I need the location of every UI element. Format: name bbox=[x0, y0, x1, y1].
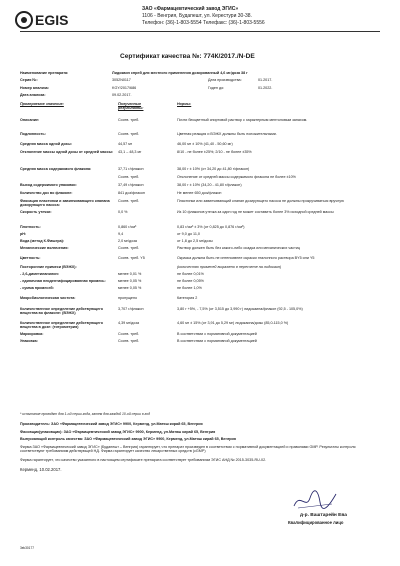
egis-logo bbox=[15, 9, 73, 31]
row-parameter: - единичная неидентифицированная примесь: bbox=[20, 279, 106, 283]
row-result: менее 0,05 % bbox=[118, 279, 142, 283]
row-result: менее 0,05 % bbox=[118, 286, 142, 290]
info-value: KGY/2017/686 bbox=[112, 86, 137, 90]
row-parameter: Описание: bbox=[20, 118, 40, 122]
row-result: Соотв. треб. bbox=[118, 132, 140, 136]
statement: Выпускающий контроль качества: ЗАО «Фармацевтический завод ЭГИС» 9900, Керменд, ул.Матяш кирай 65, Венгрия bbox=[20, 437, 236, 441]
statement: Фасовщик(упаковщик): ЗАО «Фармацевтический завод ЭГИС» 9900, Керменд, ул.Матяш кирай 65, Венгрия bbox=[20, 430, 216, 434]
row-result: менее 0,01 % bbox=[118, 272, 142, 276]
row-parameter: Средняя масса одной дозы: bbox=[20, 142, 72, 146]
row-result: Соотв. треб. Y5 bbox=[118, 256, 145, 260]
row-result: Соотв. треб. bbox=[118, 246, 140, 250]
row-parameter: Микробиологическая чистота: bbox=[20, 296, 76, 300]
company-name: ЗАО «Фармацевтический завод ЭГИС» bbox=[142, 6, 239, 12]
row-result: 9,4 bbox=[118, 232, 124, 236]
row-result: пропущено bbox=[118, 296, 138, 300]
row-norm: от 9,0 до 11,0 bbox=[177, 232, 200, 236]
row-parameter: Вода (метод К.Фишера): bbox=[20, 239, 65, 243]
statement: Производитель: ЗАО «Фармацевтический завод ЭГИС» 9900, Керменд, ул.Матяш кирай 65, Венгрия bbox=[20, 422, 203, 426]
row-norm: В соответствии с нормативной документацией bbox=[177, 332, 257, 336]
row-result: 37,49 г/флакон bbox=[118, 183, 144, 187]
row-norm: 3,80 г +5%, - 7,5% (от 3,515 до 3,990 г) лидокаина/флакон (92,5 - 105,0%) bbox=[177, 307, 303, 311]
row-parameter: Количественное определение действующего вещества во флаконе: (ВЭЖХ) bbox=[20, 307, 103, 316]
row-parameter: Средняя масса содержимого флакона: bbox=[20, 167, 92, 171]
row-norm: Цветная реакция и ВЭЖХ должны быть положительными. bbox=[177, 132, 277, 136]
column-header-norm: Нормы: bbox=[177, 102, 192, 106]
row-norm: Не менее 650 доз/флакон bbox=[177, 191, 222, 195]
row-parameter: Упаковка: bbox=[20, 339, 38, 343]
info-label: Наименование препарата: bbox=[20, 71, 69, 75]
row-norm: В соответствии с нормативной документацией bbox=[177, 339, 257, 343]
company-address: 1106 - Венгрия, Будапешт, ул. Керестури 30-38. bbox=[142, 13, 252, 19]
row-parameter: Маркировка: bbox=[20, 332, 44, 336]
row-result: 4,39 мг/доза bbox=[118, 321, 140, 325]
row-parameter: - 2,6-диметиланилин: bbox=[20, 272, 59, 276]
row-norm: не более 0,01% bbox=[177, 272, 204, 276]
row-norm: (количество примесей выражено в пересчете на лидокаин) bbox=[177, 265, 282, 269]
row-norm: 0,83 г/см³ ± 3% (от 0,825 до 0,876 г/см³) bbox=[177, 225, 245, 229]
row-norm: Окраска должна быть не интенсивнее окраски эталонного раствора BY5 или Y5 bbox=[177, 256, 315, 260]
row-parameter: Механические включения: bbox=[20, 246, 69, 250]
row-norm: не более 0,05% bbox=[177, 279, 204, 283]
row-result: Соотв. треб. bbox=[118, 339, 140, 343]
row-parameter: Посторонние примеси (ВЭЖХ): bbox=[20, 265, 77, 269]
row-result: Соотв. треб. bbox=[118, 175, 140, 179]
certificate-title: Сертификат качества №: 774К/2017./N-DE bbox=[120, 53, 255, 60]
row-result: 841 доз/флакон bbox=[118, 191, 145, 195]
row-parameter: Количество доз во флаконе: bbox=[20, 191, 73, 195]
row-result: 43,1 – 48,3 мг bbox=[118, 150, 142, 154]
row-norm: 4,60 мг ± 15% (от 3,91 до 5,29 мг) лидокаина/дозы (85,0-115,0 %) bbox=[177, 321, 289, 325]
signatory-name: д-р. Ваштарейн Ева bbox=[300, 513, 347, 518]
info-value: Лидокаин спрей для местного применения дозированный 4,6 мг/доза 38 г bbox=[112, 71, 248, 75]
row-norm: 38,00 г ± 10% (34,20 - 41,80 г/флакон) bbox=[177, 183, 242, 187]
row-result: 44,57 мг bbox=[118, 142, 133, 146]
row-norm: 38,00 г ± 10% (от 34,20 до 41,80 г/флакон) bbox=[177, 167, 250, 171]
row-norm: Категория 2 bbox=[177, 296, 198, 300]
info-right-label: Годен до: bbox=[208, 86, 225, 90]
row-result: Соотв. треб. bbox=[118, 199, 140, 203]
row-norm: Из 10 флаконов утечка за один год не может составить более 3% исходной средней массы bbox=[177, 210, 334, 214]
row-parameter: Плотность: bbox=[20, 225, 41, 229]
row-parameter: - сумма примесей: bbox=[20, 286, 54, 290]
statement: Фирма ЗАО «Фармацевтический завод ЭГИС» (Будапешт – Венгрия) гарантирует, что препарат произведен в соответствии с нормативной документацией и правилами GMP. Результаты контроля соответствуют требованиям действующей НД. Фирма гарантирует качество лекарственных средств (cGMP) bbox=[20, 445, 356, 454]
row-norm: 8/10 - не более ±25%; 2/10 - не более ±35% bbox=[177, 150, 252, 154]
document-code: 3ek30177 bbox=[20, 546, 35, 550]
row-result: 2,0 мг/доза bbox=[118, 239, 137, 243]
row-parameter: pH: bbox=[20, 232, 27, 236]
row-parameter: Фиксация пластинки и завинчивающего клапана дозирующего насоса: bbox=[20, 199, 110, 208]
info-value: 09.02.2017. bbox=[112, 93, 132, 97]
row-parameter: Скорость утечки: bbox=[20, 210, 52, 214]
signatory-role: Квалифицированное лицо bbox=[288, 520, 344, 525]
info-right-value: 01.2022. bbox=[258, 86, 273, 90]
info-right-label: Дата производства: bbox=[208, 78, 242, 82]
row-norm: Пластинки или завинчивающий клапан дозирующего насоса не должны прокручиваться вручную bbox=[177, 199, 344, 203]
info-right-value: 01.2017. bbox=[258, 78, 273, 82]
row-result: Соотв. треб. bbox=[118, 332, 140, 336]
row-parameter: Подлинность: bbox=[20, 132, 46, 136]
row-result: 0,860 г/см³ bbox=[118, 225, 137, 229]
info-label: Номер анализа: bbox=[20, 86, 49, 90]
row-result: 0,0 % bbox=[118, 210, 128, 214]
statement: Фирма гарантирует, что качество указанного в настоящем сертификате препарата соответствует требованиям ЭГИС АНД № 2015-3035-RU-02. bbox=[20, 458, 267, 462]
info-value: 3052N0117 bbox=[112, 78, 131, 82]
row-parameter: Выход содержимого упаковки: bbox=[20, 183, 77, 187]
row-norm: от 1,8 до 2,5 мг/дозы bbox=[177, 239, 213, 243]
row-norm: Почти бесцветный спиртовой раствор с характерным ментоловым запахом. bbox=[177, 118, 308, 122]
row-norm: Отклонение от средней массы содержимого флакона не более ±10% bbox=[177, 175, 296, 179]
company-phones: Телефон: (36)-1-803-5554 Телефакс: (36)-1-803-5556 bbox=[142, 20, 265, 26]
row-parameter: Количественное определение действующего вещества в дозе: (титрометрия) bbox=[20, 321, 103, 330]
row-result: Соотв. треб. bbox=[118, 118, 140, 122]
footnote: * испытание проводят для 1-ой серии года, затем для каждой 10-ой серии в год bbox=[20, 412, 150, 416]
row-result: 3,707 г/флакон bbox=[118, 307, 144, 311]
column-header-param: Проверяемое значение: bbox=[20, 102, 64, 106]
row-norm: не более 1,0% bbox=[177, 286, 202, 290]
column-header-result: Полученные результаты: bbox=[118, 102, 144, 111]
place-date: Керменд, 10.02.2017. bbox=[20, 467, 62, 472]
logo-text: EGIS bbox=[35, 12, 69, 28]
info-label: Серия №: bbox=[20, 78, 38, 82]
row-norm: Раствор должен быть без какого-либо осадка или механических частиц bbox=[177, 246, 301, 250]
row-result: 37,71 г/флакон bbox=[118, 167, 144, 171]
info-label: Дата анализа: bbox=[20, 93, 46, 97]
signature-image bbox=[292, 488, 338, 512]
row-parameter: Отклонение массы одной дозы от средней массы: bbox=[20, 150, 114, 154]
row-norm: 46,00 мг ± 10% (41,40 - 50,60 мг) bbox=[177, 142, 233, 146]
row-parameter: Цветность: bbox=[20, 256, 41, 260]
header-rule bbox=[20, 31, 380, 32]
